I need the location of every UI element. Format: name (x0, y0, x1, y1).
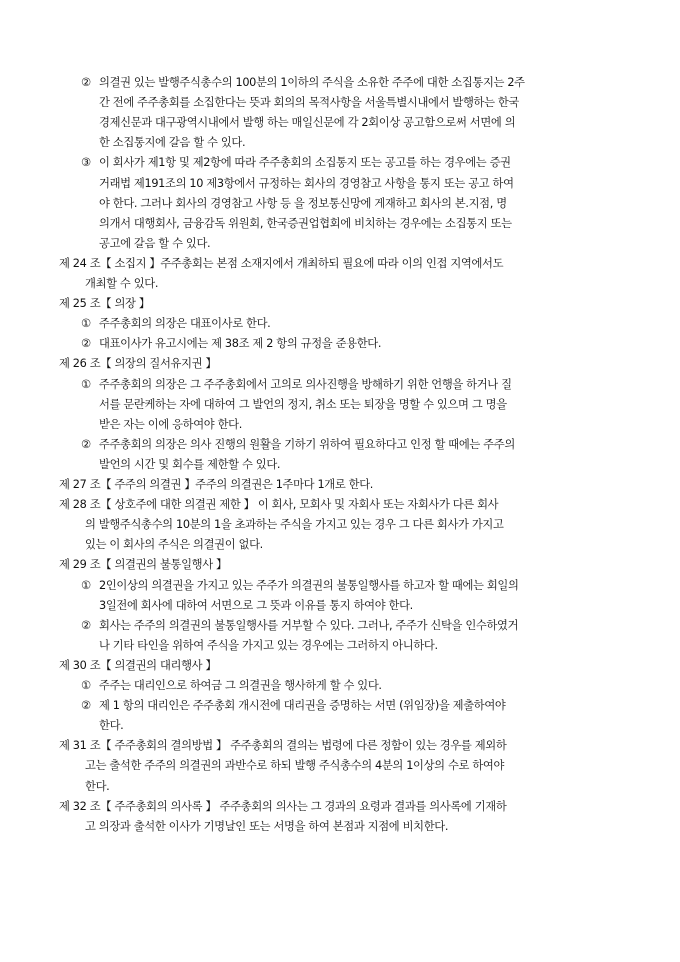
clause-continuation-line: 의개서 대행회사, 금융감독 위원회, 한국증권업협회에 비치하는 경우에는 소집통지 또는 (99, 216, 512, 230)
article-heading-line: 제 25 조【 의장 】 (59, 297, 150, 311)
article-heading-line: 제 30 조【 의결권의 대리행사 】 (59, 658, 217, 672)
clause-first-line (81, 436, 515, 453)
article-heading-line: 제 28 조【 상호주에 대한 의결권 제한 】 이 회사, 모회사 및 자회사 또는 자회사가 다른 회사 (59, 498, 499, 512)
clause-number: ① (81, 578, 91, 592)
clause-first-line (81, 617, 518, 634)
clause-number: ① (81, 377, 91, 391)
clause-continuation-line: 나 기타 타인을 위하여 주식을 가지고 있는 경우에는 그러하지 아니하다. (99, 638, 438, 652)
article-continuation-line: 있는 이 회사의 주식은 의결권이 없다. (85, 538, 263, 552)
clause-continuation-line: 공고에 갈음 할 수 있다. (99, 236, 211, 250)
clause-text: 2인이상의 의결권을 가지고 있는 주주가 의결권의 불통일행사를 하고자 할 때에는 회일의 (99, 578, 519, 592)
clause-continuation-line: 3일전에 회사에 대하여 서면으로 그 뜻과 이유를 통지 하여야 한다. (99, 598, 413, 612)
article-continuation-line: 고 의장과 출석한 이사가 기명날인 또는 서명을 하여 본점과 지점에 비치한다. (85, 819, 449, 833)
clause-number: ② (81, 76, 91, 89)
clause-text: 주주는 대리인으로 하여금 그 의결권을 행사하게 할 수 있다. (99, 679, 382, 692)
clause-continuation-line: 한다. (99, 719, 124, 733)
clause-continuation-line: 받은 자는 이에 응하여야 한다. (99, 417, 242, 431)
clause-first-line (81, 154, 511, 171)
clause-text: 이 회사가 제1항 및 제2항에 따라 주주총회의 소집통지 또는 공고를 하는 경우에는 증권 (99, 156, 511, 170)
clause-text: 제 1 항의 대리인은 주주총회 개시전에 대리권을 증명하는 서면 (위임장)을 제출하여야 (99, 699, 506, 713)
clause-first-line (81, 74, 525, 91)
clause-number: ② (81, 437, 91, 451)
clause-continuation-line: 서를 문란케하는 자에 대하여 그 발언의 정지, 취소 또는 퇴장을 명할 수 있으며 그 명을 (99, 397, 507, 411)
clause-first-line (81, 376, 512, 393)
article-heading-line: 제 24 조【 소집지 】주주총회는 본점 소재지에서 개최하되 필요에 따라 이의 인접 지역에서도 (59, 256, 504, 270)
clause-number: ② (81, 337, 91, 351)
article-heading-line: 제 26 조【 의장의 질서유지권 】 (59, 357, 217, 371)
clause-text: 의결권 있는 발행주식총수의 100분의 1이하의 주식을 소유한 주주에 대한 소집통지는 2주 (99, 76, 525, 89)
article-heading-line: 제 29 조【 의결권의 불통일행사 】 (59, 558, 227, 572)
clause-continuation-line: 발언의 시간 및 회수를 제한할 수 있다. (99, 457, 281, 471)
clause-text: 주주총회의 의장은 대표이사로 한다. (99, 317, 271, 331)
article-continuation-line: 의 발행주식총수의 10분의 1을 초과하는 주식을 가지고 있는 경우 그 다른 회사가 가지고 (85, 518, 504, 532)
clause-continuation-line: 한 소집통지에 갈음 할 수 있다. (99, 136, 246, 150)
article-continuation-line: 개최할 수 있다. (85, 277, 159, 290)
clause-number: ① (81, 679, 91, 692)
article-heading-line: 제 27 조【 주주의 의결권 】주주의 의결권은 1주마다 1개로 한다. (59, 478, 374, 491)
clause-first-line (81, 677, 382, 694)
clause-text: 주주총회의 의장은 그 주주총회에서 고의로 의사진행을 방해하기 위한 언행을 하거나 질 (99, 377, 512, 391)
clause-number: ② (81, 618, 91, 632)
clause-continuation-line: 거래법 제191조의 10 제3항에서 규정하는 회사의 경영참고 사항을 통지 또는 공고 하여 (99, 176, 514, 190)
article-heading-line: 제 32 조【 주주총회의 의사록 】 주주총회의 의사는 그 경과의 요령과 결과를 의사록에 기재하 (59, 799, 507, 813)
article-continuation-line: 한다. (85, 779, 110, 793)
clause-continuation-line: 야 한다. 그러나 회사의 경영참고 사항 등 을 정보통신망에 게재하고 회사의 본.지점, 명 (99, 196, 507, 210)
clause-first-line (81, 335, 381, 352)
clause-number: ② (81, 699, 91, 713)
clause-first-line (81, 577, 519, 594)
article-heading-line: 제 31 조【 주주총회의 결의방법 】 주주총회의 결의는 법령에 다른 정함이 있는 경우를 제외하 (59, 739, 507, 753)
clause-number: ① (81, 317, 91, 331)
clause-continuation-line: 간 전에 주주총회를 소집한다는 뜻과 회의의 목적사항을 서울특별시내에서 발행하는 한국 (99, 96, 519, 110)
clause-text: 회사는 주주의 의결권의 불통일행사를 거부할 수 있다. 그러나, 주주가 신탁을 인수하였거 (99, 618, 519, 632)
clause-first-line (81, 697, 506, 714)
clause-text: 대표이사가 유고시에는 제 38조 제 2 항의 규정을 준용한다. (99, 337, 382, 351)
clause-text: 주주총회의 의장은 의사 진행의 원활을 기하기 위하여 필요하다고 인정 할 때에는 주주의 (99, 437, 515, 451)
clause-number: ③ (81, 156, 91, 170)
clause-continuation-line: 경제신문과 대구광역시내에서 발행 하는 매일신문에 각 2회이상 공고함으로써 서면에 의 (99, 116, 516, 130)
clause-first-line (81, 315, 270, 332)
article-continuation-line: 고는 출석한 주주의 의결권의 과반수로 하되 발행 주식총수의 4분의 1이상의 수로 하여야 (85, 759, 505, 773)
